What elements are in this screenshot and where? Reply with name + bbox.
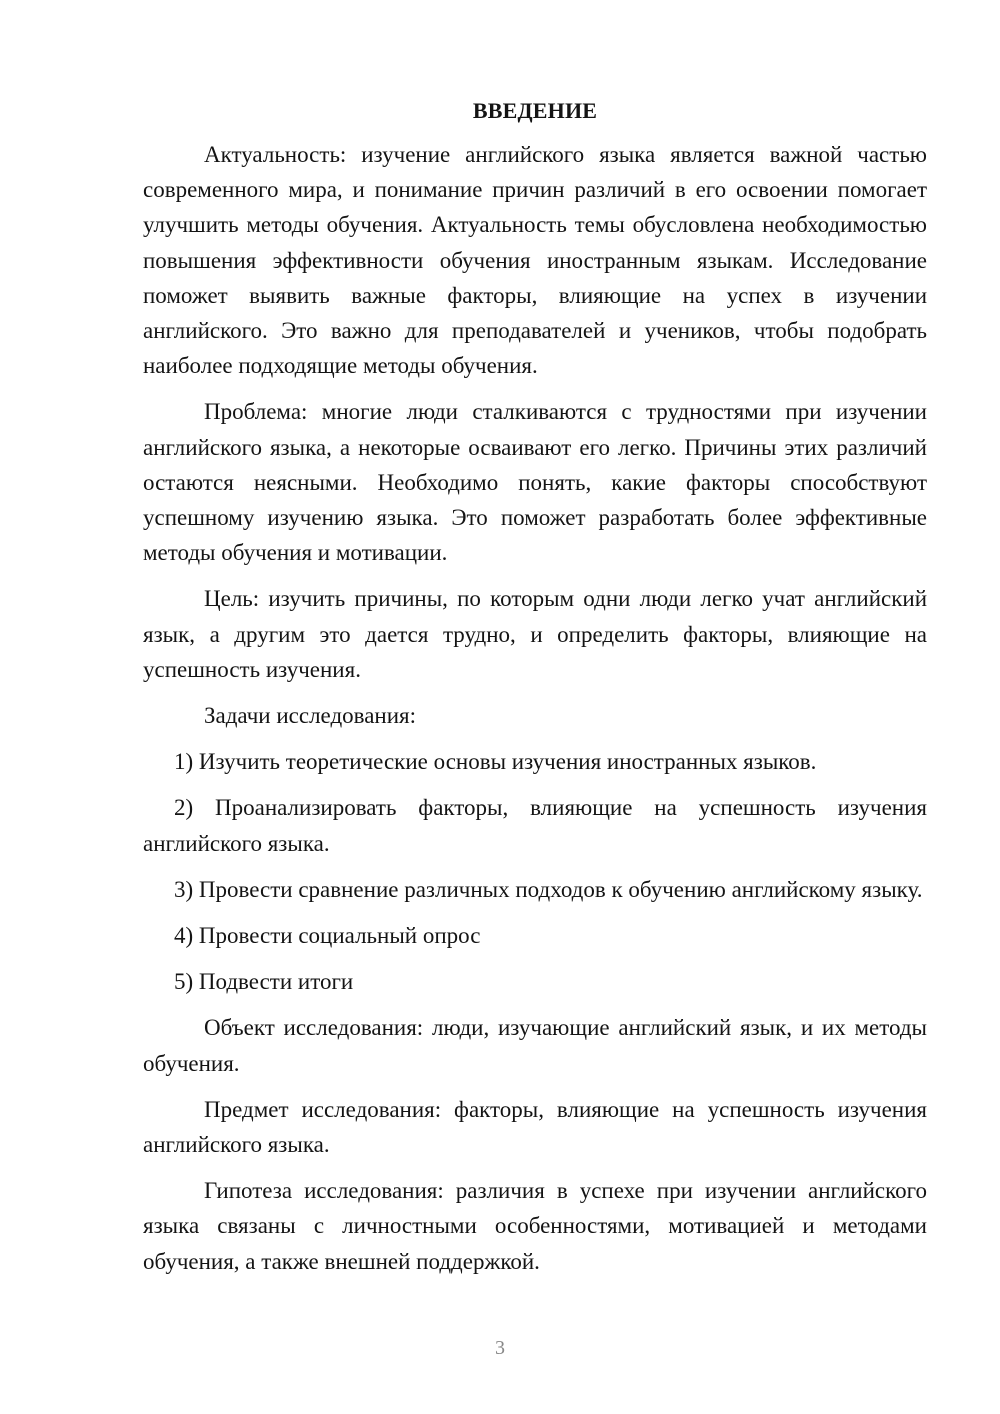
document-page	[143, 93, 927, 1279]
page-number: 3	[495, 1337, 505, 1359]
task-item-5: 5) Подвести итоги	[174, 969, 354, 995]
task-item-4: 4) Провести социальный опрос	[174, 923, 481, 949]
problem-paragraph: Проблема: многие люди сталкиваются с трудностями при изучении английского языка, а некоторые осваивают его легко. Причины этих различий остаются неясными. Необходимо понять, какие факторы способствуют успешному изучению языка. Это поможет разработать более эффективные методы обучения и мотивации.	[143, 399, 927, 566]
task-item-2: 2) Проанализировать факторы, влияющие на успешность изучения английского языка.	[143, 795, 927, 856]
object-paragraph: Объект исследования: люди, изучающие английский язык, и их методы обучения.	[143, 1015, 927, 1076]
page-title: ВВЕДЕНИЕ	[472, 98, 598, 123]
task-item-1: 1) Изучить теоретические основы изучения иностранных языков.	[174, 749, 817, 775]
subject-paragraph: Предмет исследования: факторы, влияющие на успешность изучения английского языка.	[143, 1096, 927, 1158]
tasks-heading: Задачи исследования:	[204, 703, 417, 729]
relevance-paragraph: Актуальность: изучение английского языка является важной частью современного мира, и понимание причин различий в его освоении помогает улучшить методы обучения. Актуальность темы обусловлена необходимостью повышения эффективности обучения иностранным языкам. Исследование поможет выявить важные факторы, влияющие на успех в изучении английского. Это важно для преподавателей и учеников, чтобы подобрать наиболее подходящие методы обучения.	[143, 142, 927, 379]
goal-paragraph: Цель: изучить причины, по которым одни люди легко учат английский язык, а другим это дается трудно, и определить факторы, влияющие на успешность изучения.	[143, 586, 927, 682]
hypothesis-paragraph: Гипотеза исследования: различия в успехе при изучении английского языка связаны с личностными особенностями, мотивацией и методами обучения, а также внешней поддержкой.	[143, 1178, 927, 1274]
task-item-3: 3) Провести сравнение различных подходов к обучению английскому языку.	[174, 876, 923, 902]
